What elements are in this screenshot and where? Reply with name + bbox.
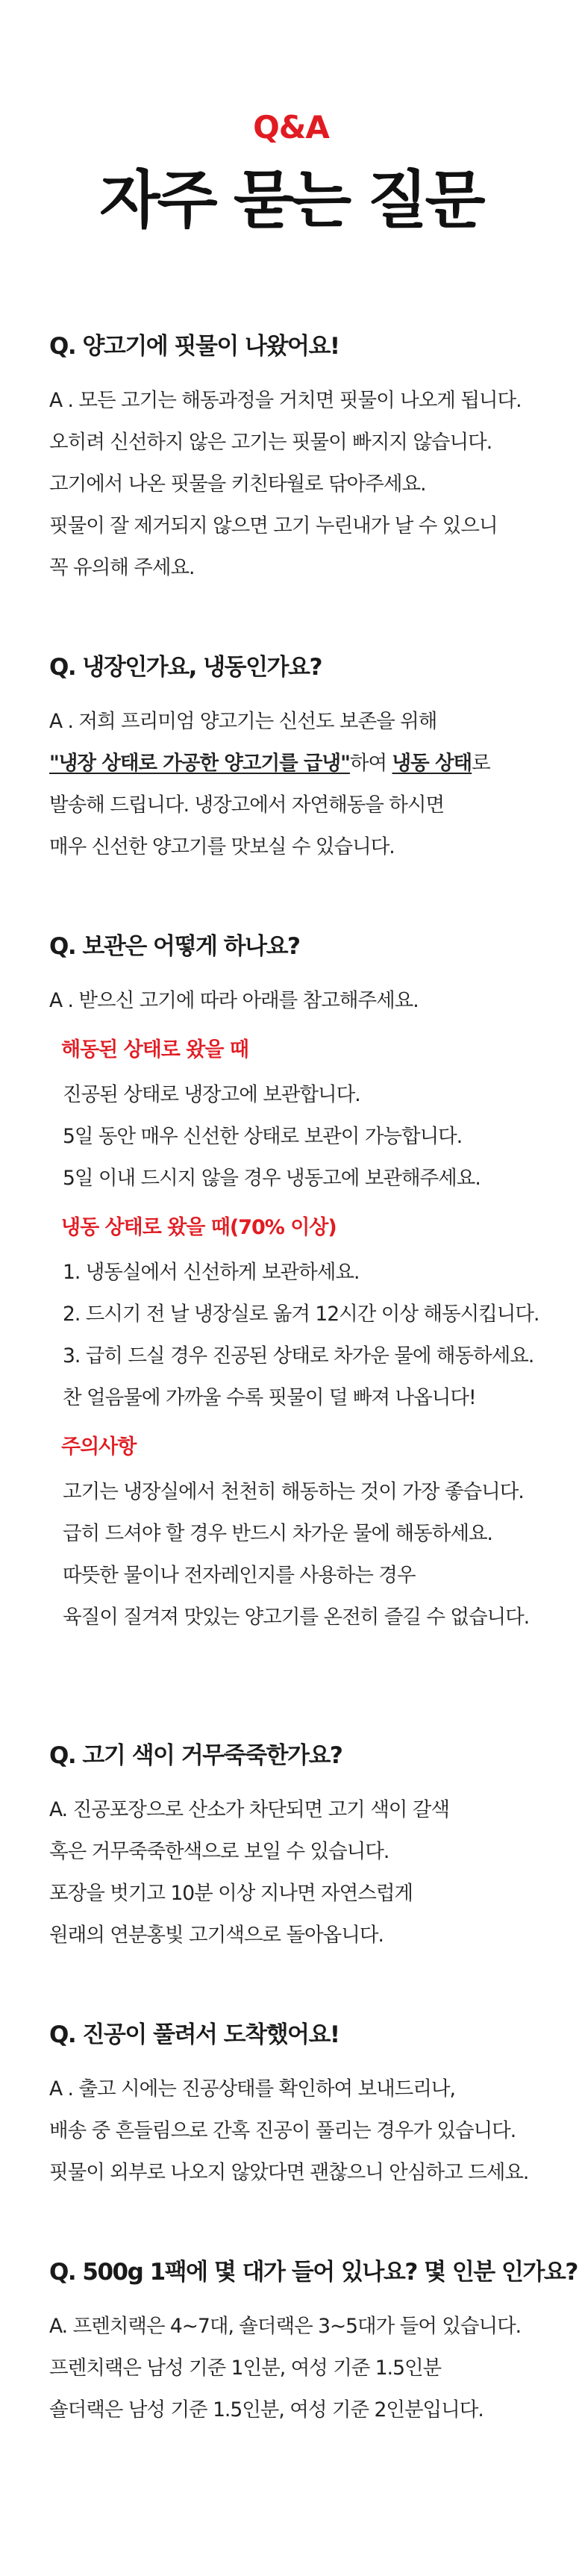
faq-question: Q. 고기 색이 거무죽죽한가요? (49, 1742, 342, 1769)
section-heading: 주의사항 (61, 1435, 137, 1459)
faq-item-vacuum (49, 2021, 564, 2194)
answer-line: 핏물이 외부로 나오지 않았다면 괜찮으니 안심하고 드세요. (49, 2161, 529, 2185)
qa-eyebrow: Q&A (253, 109, 329, 146)
answer-line: 5일 이내 드시지 않을 경우 냉동고에 보관해주세요. (63, 1167, 481, 1191)
answer-line: 혹은 거무죽죽한색으로 보일 수 있습니다. (49, 1840, 389, 1864)
answer-line: 원래의 연분홍빛 고기색으로 돌아옵니다. (49, 1924, 384, 1947)
storage-section-caution (49, 1432, 564, 1638)
storage-section-thawed (49, 1035, 564, 1200)
answer-line: 고기에서 나온 핏물을 키친타월로 닦아주세요. (49, 473, 426, 496)
answer-line: 3. 급히 드실 경우 진공된 상태로 차가운 물에 해동하세요. (63, 1344, 534, 1368)
answer-line: 배송 중 흔들림으로 간혹 진공이 풀리는 경우가 있습니다. (49, 2119, 516, 2143)
faq-answer (49, 1789, 564, 1956)
answer-line: 매우 신선한 양고기를 맛보실 수 있습니다. (49, 835, 395, 859)
answer-line: 따뜻한 물이나 전자레인지를 사용하는 경우 (63, 1564, 416, 1588)
answer-line: A . 모든 고기는 해동과정을 거치면 핏물이 나오게 됩니다. (49, 389, 522, 413)
answer-line: 급히 드셔야 할 경우 반드시 차가운 물에 해동하세요. (63, 1522, 492, 1546)
answer-line: 1. 냉동실에서 신선하게 보관하세요. (63, 1261, 360, 1285)
faq-item-blood (49, 333, 564, 589)
page-title: 자주 묻는 질문 (99, 163, 483, 237)
faq-item-storage (49, 933, 564, 1638)
answer-line: 오히려 신선하지 않은 고기는 핏물이 빠지지 않습니다. (49, 431, 492, 455)
answer-line: 진공된 상태로 냉장고에 보관합니다. (63, 1083, 360, 1107)
faq-question: Q. 냉장인가요, 냉동인가요? (49, 654, 322, 681)
answer-line: 찬 얼음물에 가까울 수록 핏물이 덜 빠져 나옵니다! (63, 1386, 476, 1410)
page-header (0, 0, 582, 237)
answer-line: A . 받으신 고기에 따라 아래를 참고해주세요. (49, 989, 419, 1013)
answer-line: 핏물이 잘 제거되지 않으면 고기 누린내가 날 수 있으니 (49, 514, 498, 538)
faq-answer (49, 2068, 564, 2194)
answer-line: 2. 드시기 전 날 냉장실로 옮겨 12시간 이상 해동시킵니다. (63, 1303, 539, 1326)
answer-text: 로 (472, 752, 490, 776)
faq-answer (49, 2306, 564, 2431)
faq-answer (49, 980, 564, 1638)
emphasis-frozen-state: 냉동 상태 (392, 752, 472, 776)
section-heading: 해동된 상태로 왔을 때 (61, 1038, 248, 1062)
answer-line: 포장을 벗기고 10분 이상 지나면 자연스럽게 (49, 1882, 413, 1906)
answer-line: 고기는 냉장실에서 천천히 해동하는 것이 가장 좋습니다. (63, 1480, 524, 1504)
answer-line: A . 출고 시에는 진공상태를 확인하여 보내드리나, (49, 2077, 455, 2101)
faq-question: Q. 양고기에 핏물이 나왔어요! (49, 333, 340, 360)
answer-line: 육질이 질겨져 맛있는 양고기를 온전히 즐길 수 없습니다. (63, 1606, 530, 1630)
answer-line: 프렌치랙은 남성 기준 1인분, 여성 기준 1.5인분 (49, 2357, 442, 2380)
answer-line-emphasis (49, 743, 564, 785)
faq-question: Q. 보관은 어떻게 하나요? (49, 933, 300, 960)
faq-question: Q. 진공이 풀려서 도착했어요! (49, 2021, 340, 2048)
faq-answer (49, 380, 564, 589)
answer-text: 하여 (349, 752, 392, 776)
answer-line: 발송해 드립니다. 냉장고에서 자연해동을 하시면 (49, 793, 445, 817)
storage-section-frozen (49, 1213, 564, 1419)
answer-line: 5일 동안 매우 신선한 상태로 보관이 가능합니다. (63, 1125, 463, 1149)
answer-line: 숄더랙은 남성 기준 1.5인분, 여성 기준 2인분입니다. (49, 2398, 484, 2422)
answer-line: A. 진공포장으로 산소가 차단되면 고기 색이 갈색 (49, 1798, 450, 1822)
answer-line: A . 저희 프리미엄 양고기는 신선도 보존을 위해 (49, 710, 437, 734)
faq-answer (49, 701, 564, 868)
faq-question: Q. 500g 1팩에 몇 대가 들어 있나요? 몇 인분 인가요? (49, 2259, 578, 2286)
section-heading: 냉동 상태로 왔을 때(70% 이상) (61, 1216, 337, 1240)
faq-item-color (49, 1742, 564, 1956)
emphasis-chilled-process: "냉장 상태로 가공한 양고기를 급냉" (49, 752, 350, 776)
answer-line: A. 프렌치랙은 4~7대, 숄더랙은 3~5대가 들어 있습니다. (49, 2315, 522, 2339)
answer-line: 꼭 유의해 주세요. (49, 556, 195, 580)
faq-item-chilled-frozen (49, 654, 564, 868)
faq-item-quantity (49, 2259, 578, 2431)
